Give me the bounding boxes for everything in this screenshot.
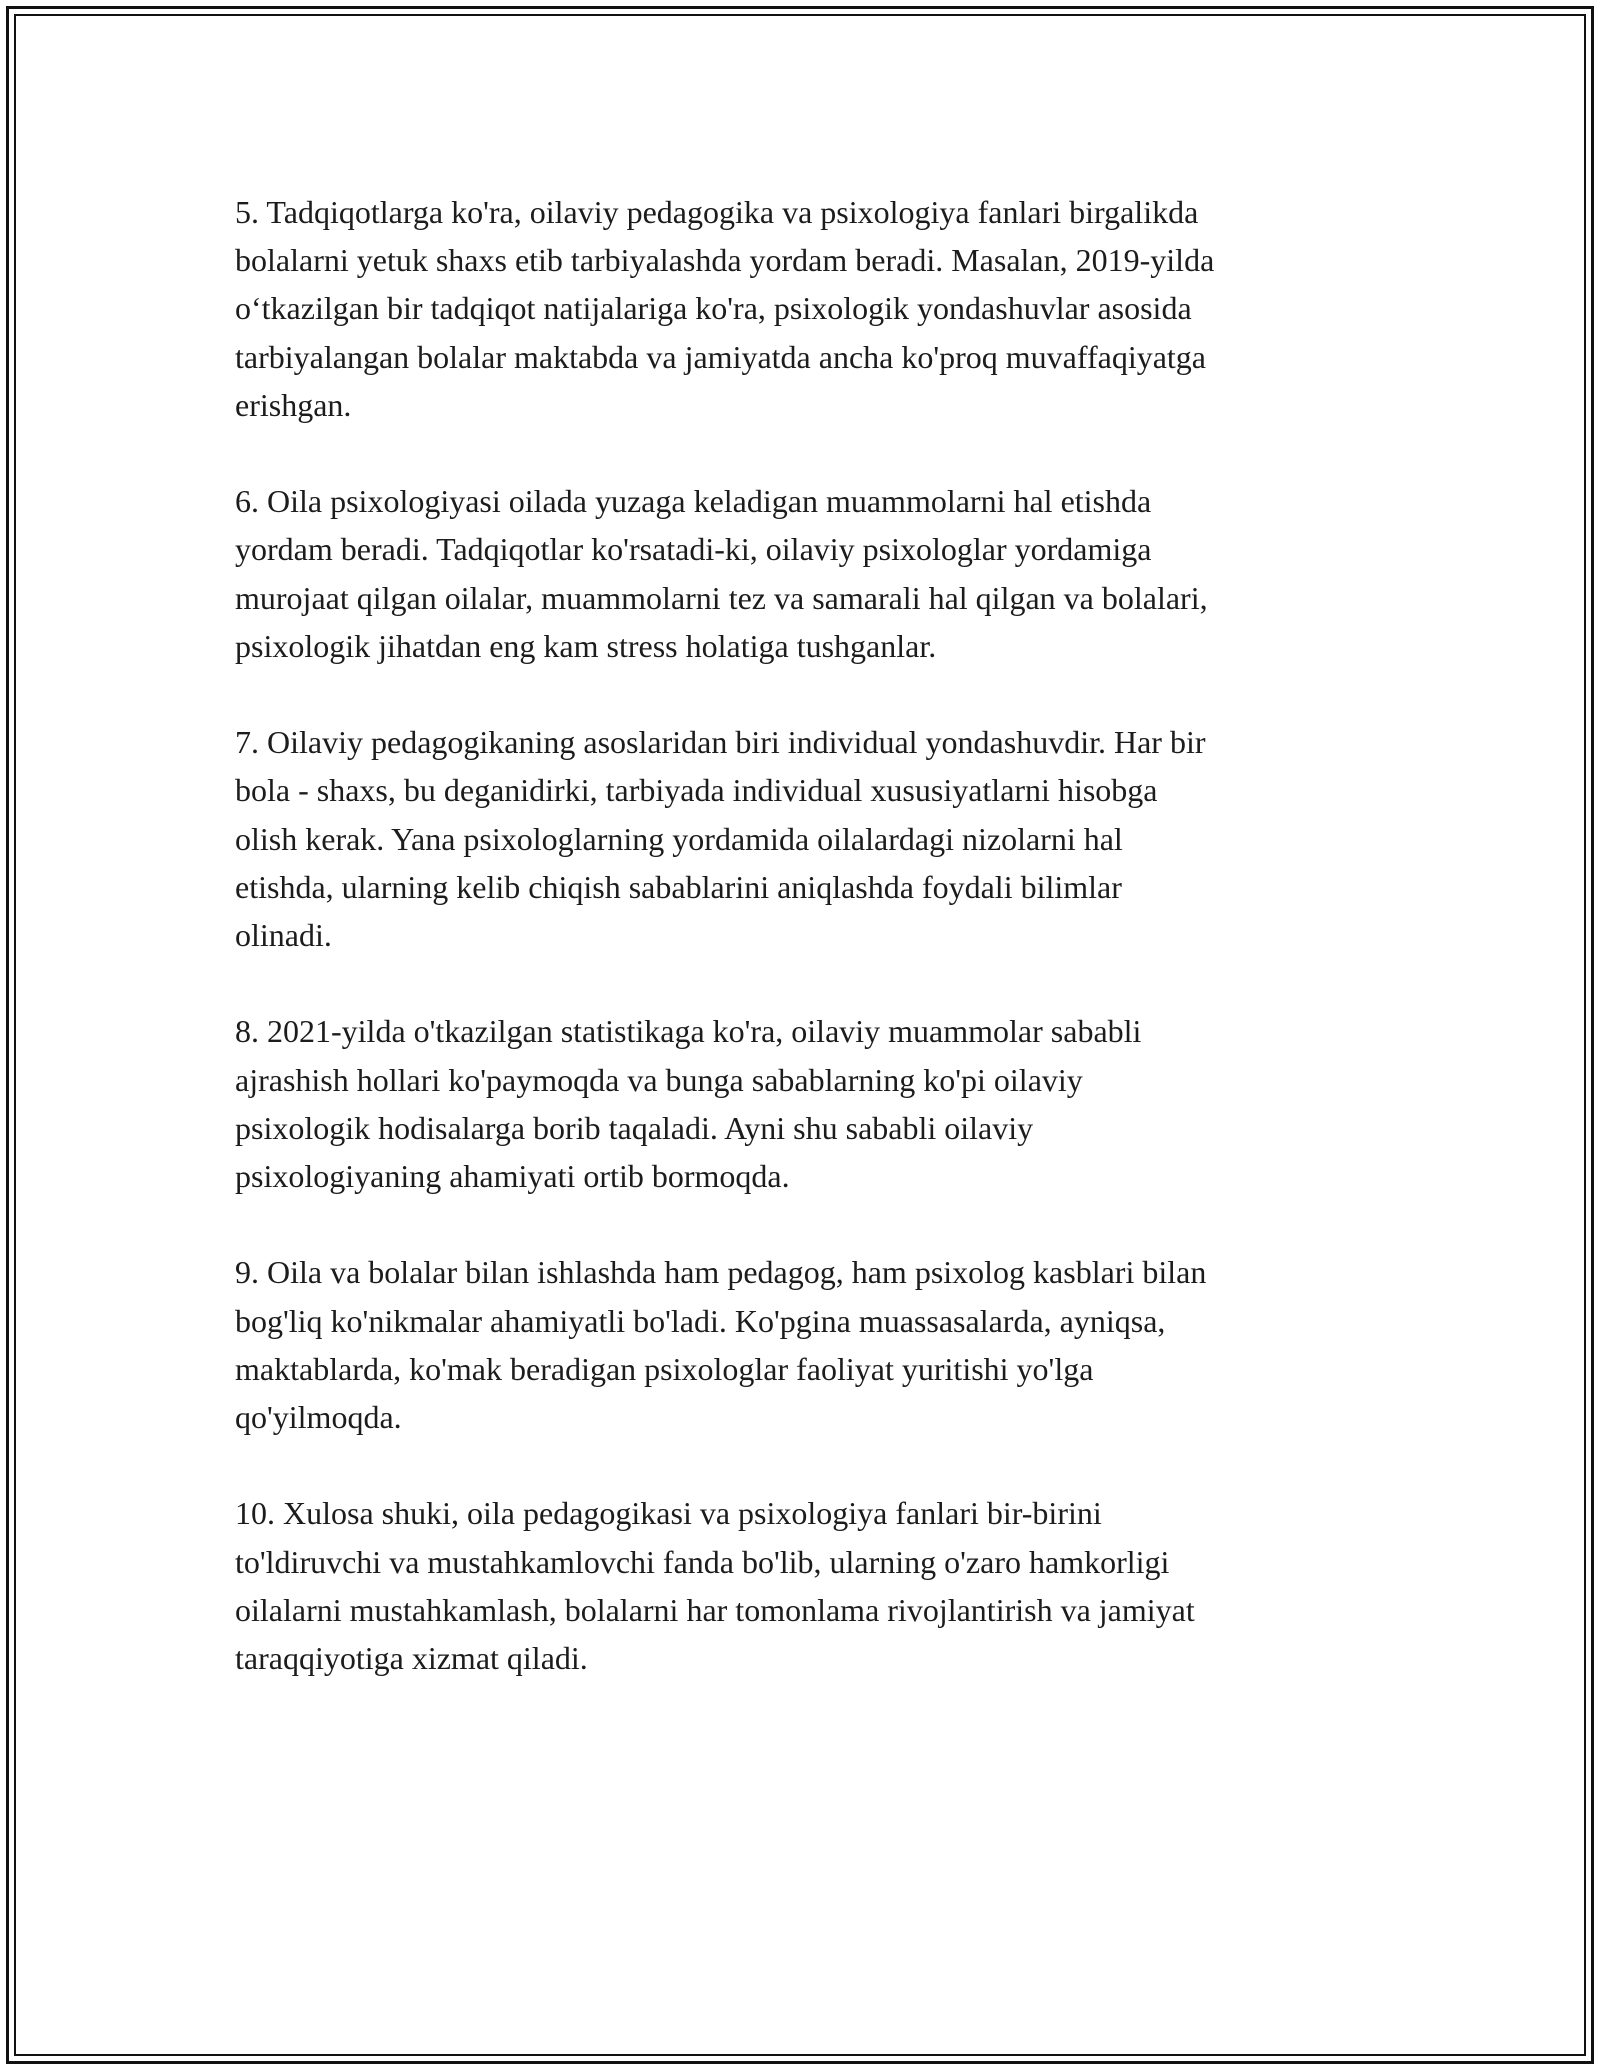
text-line: olinadi. bbox=[235, 917, 332, 954]
paragraph-6 bbox=[235, 477, 1365, 670]
text-line: 9. Oila va bolalar bilan ishlashda ham pedagog, ham psixolog kasblari bilan bbox=[235, 1254, 1207, 1291]
text-line: 10. Xulosa shuki, oila pedagogikasi va psixologiya fanlari bir-birini bbox=[235, 1495, 1102, 1532]
text-line: to'ldiruvchi va mustahkamlovchi fanda bo'lib, ularning o'zaro hamkorligi bbox=[235, 1543, 1170, 1580]
text-line: bog'liq ko'nikmalar ahamiyatli bo'ladi. Ko'pgina muassasalarda, ayniqsa, bbox=[235, 1302, 1166, 1339]
text-line: psixologiyaning ahamiyati ortib bormoqda. bbox=[235, 1158, 790, 1195]
text-line: etishda, ularning kelib chiqish sabablarini aniqlashda foydali bilimlar bbox=[235, 868, 1122, 905]
document-body bbox=[235, 188, 1365, 1682]
text-line: olish kerak. Yana psixologlarning yordamida oilalardagi nizolarni hal bbox=[235, 820, 1123, 857]
paragraph-7 bbox=[235, 718, 1365, 959]
paragraph-5 bbox=[235, 188, 1365, 429]
text-line: maktablarda, ko'mak beradigan psixologlar faoliyat yuritishi yo'lga bbox=[235, 1350, 1094, 1387]
text-line: bolalarni yetuk shaxs etib tarbiyalashda yordam beradi. Masalan, 2019-yilda bbox=[235, 242, 1215, 279]
text-line: 5. Tadqiqotlarga ko'ra, oilaviy pedagogika va psixologiya fanlari birgalikda bbox=[235, 194, 1199, 230]
text-line: psixologik jihatdan eng kam stress holatiga tushganlar. bbox=[235, 627, 937, 664]
text-line: murojaat qilgan oilalar, muammolarni tez va samarali hal qilgan va bolalari, bbox=[235, 579, 1208, 616]
text-line: tarbiyalangan bolalar maktabda va jamiyatda ancha ko'proq muvaffaqiyatga bbox=[235, 338, 1206, 375]
paragraph-9 bbox=[235, 1248, 1365, 1441]
text-line: erishgan. bbox=[235, 386, 352, 423]
text-line: 8. 2021-yilda o'tkazilgan statistikaga ko'ra, oilaviy muammolar sababli bbox=[235, 1013, 1142, 1050]
text-line: taraqqiyotiga xizmat qiladi. bbox=[235, 1640, 588, 1677]
text-line: ajrashish hollari ko'paymoqda va bunga sabablarning ko'pi oilaviy bbox=[235, 1061, 1083, 1098]
text-line: psixologik hodisalarga borib taqaladi. Ayni shu sababli oilaviy bbox=[235, 1109, 1034, 1146]
text-line: oilalarni mustahkamlash, bolalarni har tomonlama rivojlantirish va jamiyat bbox=[235, 1591, 1195, 1628]
text-line: yordam beradi. Tadqiqotlar ko'rsatadi-ki, oilaviy psixologlar yordamiga bbox=[235, 531, 1152, 568]
paragraph-10 bbox=[235, 1489, 1365, 1682]
text-line: qo'yilmoqda. bbox=[235, 1399, 402, 1436]
text-line: oʻtkazilgan bir tadqiqot natijalariga ko'ra, psixologik yondashuvlar asosida bbox=[235, 290, 1192, 327]
text-line: 6. Oila psixologiyasi oilada yuzaga keladigan muammolarni hal etishda bbox=[235, 483, 1152, 520]
text-line: 7. Oilaviy pedagogikaning asoslaridan biri individual yondashuvdir. Har bir bbox=[235, 724, 1206, 761]
text-line: bola - shaxs, bu deganidirki, tarbiyada individual xususiyatlarni hisobga bbox=[235, 772, 1158, 809]
paragraph-8 bbox=[235, 1007, 1365, 1200]
